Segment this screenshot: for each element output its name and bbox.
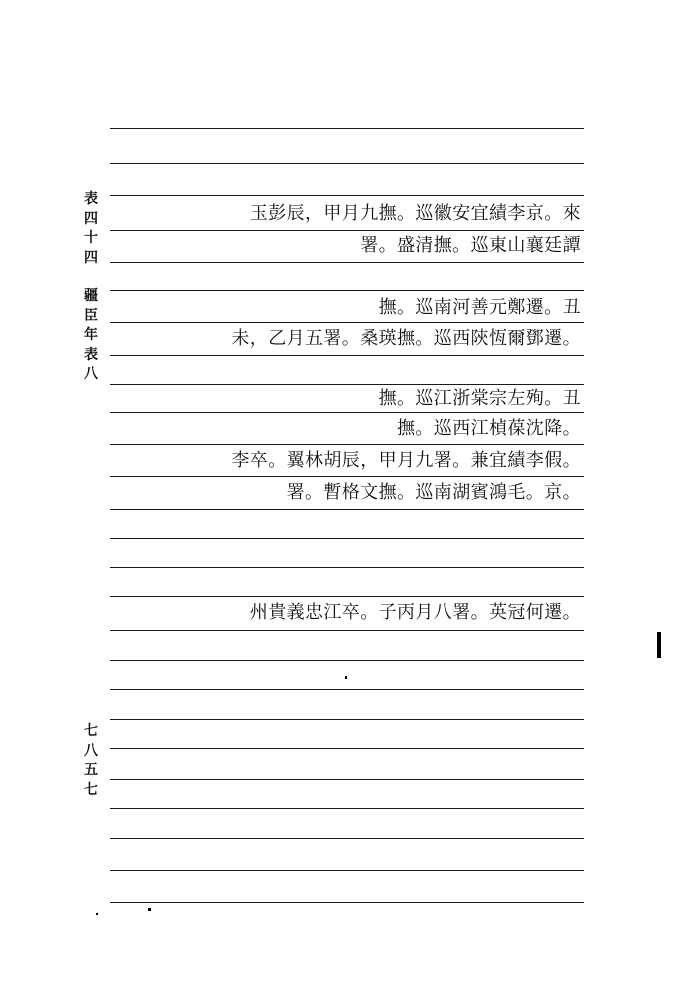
ruled-line — [110, 567, 584, 568]
text-row: 撫。巡江浙棠宗左殉。丑 — [378, 388, 581, 409]
ruled-line — [110, 660, 584, 661]
page-number-char: 七 — [84, 781, 98, 798]
side-title — [80, 190, 102, 385]
side-title-char: 年 — [84, 327, 98, 343]
ruled-line — [110, 128, 584, 129]
scan-mark — [148, 908, 151, 911]
ruled-line — [110, 163, 584, 164]
scan-mark — [657, 632, 661, 658]
page-number-char: 五 — [84, 762, 98, 778]
side-title-char: 臣 — [84, 307, 98, 324]
side-title-char: 四 — [84, 210, 98, 227]
ruled-line — [110, 262, 584, 263]
side-title-char: 疆 — [84, 288, 98, 304]
ruled-line — [110, 902, 584, 903]
ruled-line — [110, 509, 584, 510]
page-number-char: 七 — [84, 723, 98, 739]
text-row: 撫。巡南河善元鄭遷。丑 — [378, 297, 581, 318]
side-title-char: 十 — [84, 230, 98, 246]
text-row: 未，乙月五署。桑瑛撫。巡西陝恆爾鄧遷。 — [231, 328, 581, 349]
ruled-line — [110, 779, 584, 780]
text-row: 署。盛清撫。巡東山襄廷譚 — [360, 235, 581, 256]
ruled-line — [110, 355, 584, 356]
side-title-char: 表 — [84, 191, 98, 207]
ruled-line — [110, 596, 584, 597]
page-number-char: 八 — [84, 742, 98, 759]
text-row: 李卒。翼林胡辰，甲月九署。兼宜績李假。 — [231, 450, 581, 471]
side-title-gap — [80, 268, 102, 287]
ruled-line — [110, 290, 584, 291]
text-row: 玉彭辰，甲月九撫。巡徽安宜績李京。來 — [249, 203, 581, 224]
text-row: 署。暫格文撫。巡南湖賓鴻毛。京。 — [286, 482, 581, 503]
ruled-line — [110, 630, 584, 631]
ruled-line — [110, 538, 584, 539]
ruled-line — [110, 476, 584, 477]
side-title-char: 四 — [84, 249, 98, 266]
ruled-line — [110, 808, 584, 809]
ruled-line — [110, 444, 584, 445]
side-title-char: 八 — [84, 366, 98, 382]
side-title-char: 表 — [84, 346, 98, 363]
scan-mark — [96, 913, 98, 915]
text-row: 州貴義忠江卒。子丙月八署。英冠何遷。 — [249, 602, 581, 623]
ruled-line — [110, 689, 584, 690]
ruled-line — [110, 195, 584, 196]
page-number — [80, 722, 102, 800]
ruled-line — [110, 838, 584, 839]
ruled-line — [110, 719, 584, 720]
ruled-line — [110, 748, 584, 749]
scan-mark — [345, 676, 347, 679]
ruled-line — [110, 870, 584, 871]
text-row: 撫。巡西江楨葆沈降。 — [397, 418, 581, 439]
